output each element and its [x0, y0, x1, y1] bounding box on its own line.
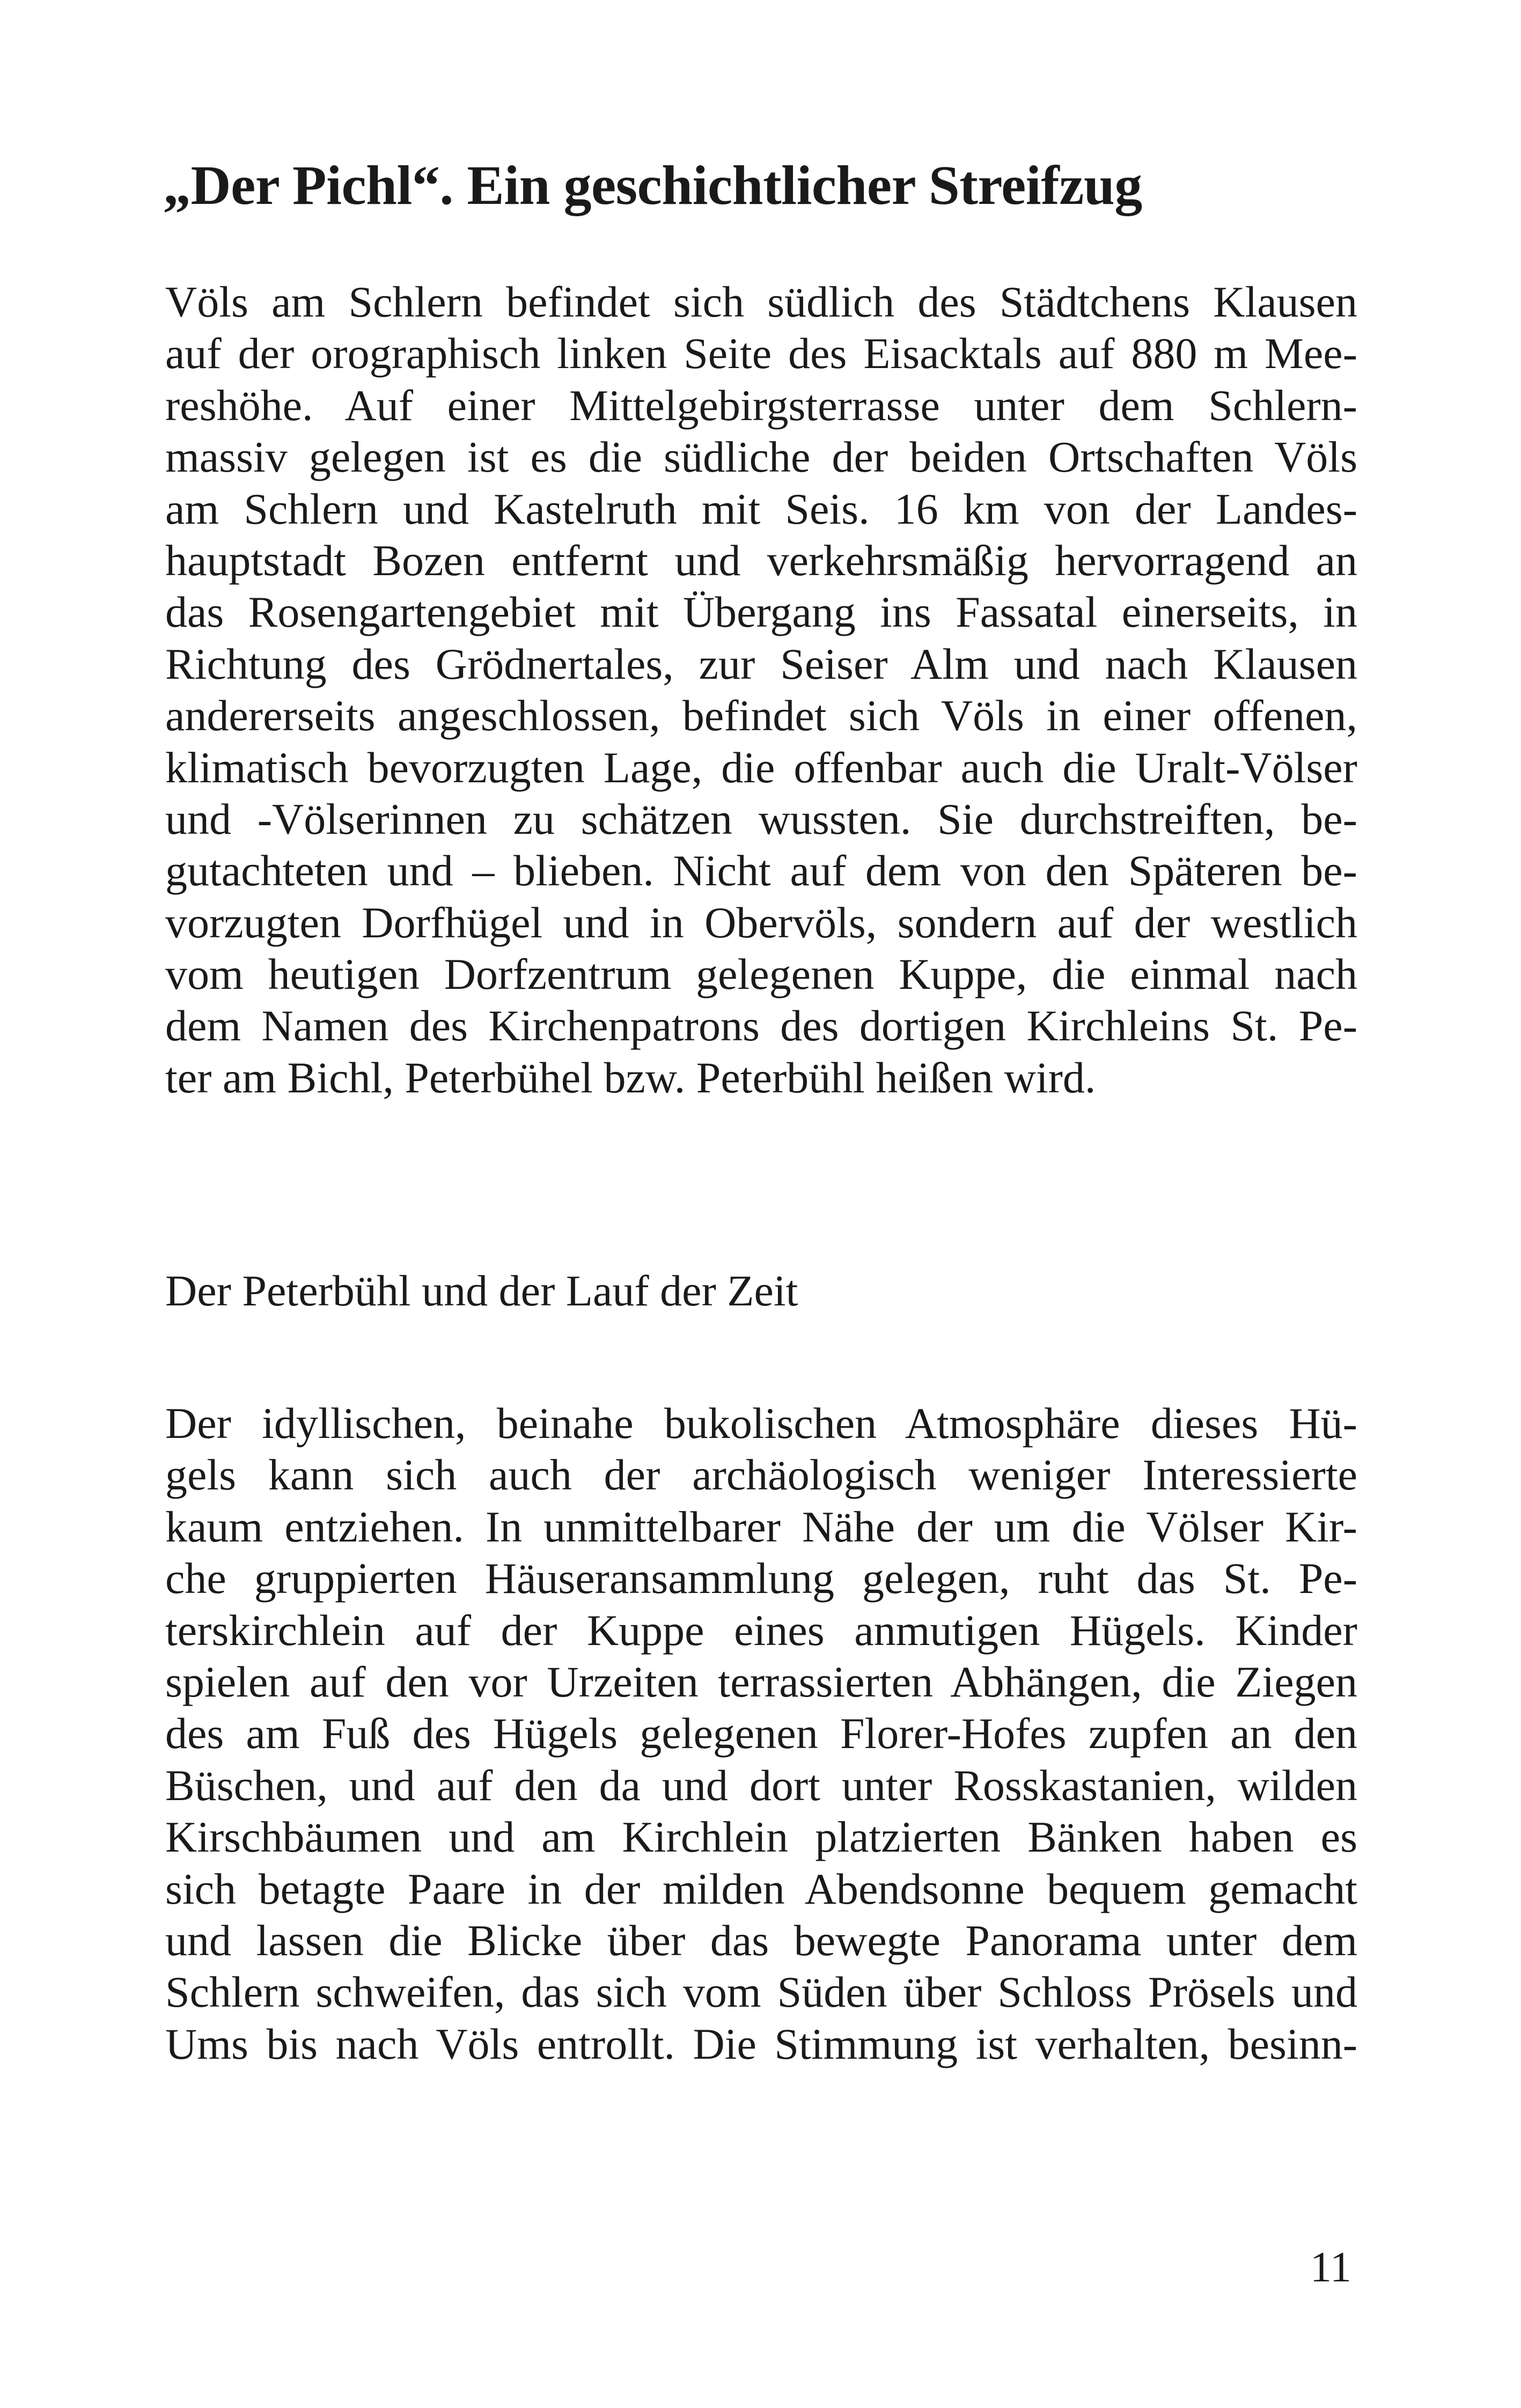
text-line: Schlern schweifen, das sich vom Süden über Schloss Prösels und	[165, 1967, 1357, 2017]
text-line: Kirschbäumen und am Kirchlein platzierten Bänken haben es	[165, 1812, 1357, 1862]
text-line: des am Fuß des Hügels gelegenen Florer-Hofes zupfen an den	[165, 1709, 1357, 1758]
text-line: che gruppierten Häuseransammlung gelegen, ruht das St. Pe-	[165, 1554, 1357, 1603]
paragraph-intro	[165, 276, 1357, 1104]
text-line: Völs am Schlern befindet sich südlich des Städtchens Klausen	[165, 277, 1357, 326]
text-line: andererseits angeschlossen, befindet sich Völs in einer offenen,	[165, 691, 1357, 740]
text-line: klimatisch bevorzugten Lage, die offenbar auch die Uralt-Völser	[165, 743, 1357, 792]
text-line: vorzugten Dorfhügel und in Obervöls, sondern auf der westlich	[165, 898, 1357, 947]
text-line: gutachteten und – blieben. Nicht auf dem von den Späteren be-	[165, 846, 1357, 895]
text-line: kaum entziehen. In unmittelbarer Nähe der um die Völser Kir-	[165, 1502, 1357, 1551]
text-line: Der idyllischen, beinahe bukolischen Atmosphäre dieses Hü-	[165, 1399, 1357, 1448]
text-line: spielen auf den vor Urzeiten terrassierten Abhängen, die Ziegen	[165, 1657, 1357, 1706]
text-line: terskirchlein auf der Kuppe eines anmutigen Hügels. Kinder	[165, 1605, 1357, 1655]
text-line: und lassen die Blicke über das bewegte Panorama unter dem	[165, 1915, 1357, 1965]
text-line: hauptstadt Bozen entfernt und verkehrsmäßig hervorragend an	[165, 535, 1357, 585]
text-line: auf der orographisch linken Seite des Eisacktals auf 880 m Mee-	[165, 329, 1357, 378]
text-line: vom heutigen Dorfzentrum gelegenen Kuppe, die einmal nach	[165, 950, 1357, 999]
paragraph-peterbuehl	[165, 1398, 1357, 2070]
page-number: 11	[1310, 2244, 1351, 2291]
text-line: das Rosengartengebiet mit Übergang ins Fassatal einerseits, in	[165, 588, 1357, 637]
text-line: sich betagte Paare in der milden Abendsonne bequem gemacht	[165, 1864, 1357, 1913]
text-line: und -Völserinnen zu schätzen wussten. Sie durchstreiften, be-	[165, 794, 1357, 843]
text-line: am Schlern und Kastelruth mit Seis. 16 km von der Landes-	[165, 484, 1357, 533]
text-line: Richtung des Grödnertales, zur Seiser Alm und nach Klausen	[165, 639, 1357, 688]
text-line: reshöhe. Auf einer Mittelgebirgsterrasse unter dem Schlern-	[165, 380, 1357, 430]
text-line: dem Namen des Kirchenpatrons des dortigen Kirchleins St. Pe-	[165, 1001, 1357, 1051]
text-line: Ums bis nach Völs entrollt. Die Stimmung ist verhalten, besinn-	[165, 2019, 1357, 2068]
text-line: massiv gelegen ist es die südliche der beiden Ortschaften Völs	[165, 432, 1357, 482]
text-line: ter am Bichl, Peterbühel bzw. Peterbühl heißen wird.	[165, 1053, 1096, 1102]
text-line: Büschen, und auf den da und dort unter Rosskastanien, wilden	[165, 1760, 1357, 1810]
section-subheading: Der Peterbühl und der Lauf der Zeit	[165, 1266, 798, 1315]
chapter-title: „Der Pichl“. Ein geschichtlicher Streifzug	[163, 155, 1142, 216]
text-line: gels kann sich auch der archäologisch weniger Interessierte	[165, 1450, 1357, 1500]
